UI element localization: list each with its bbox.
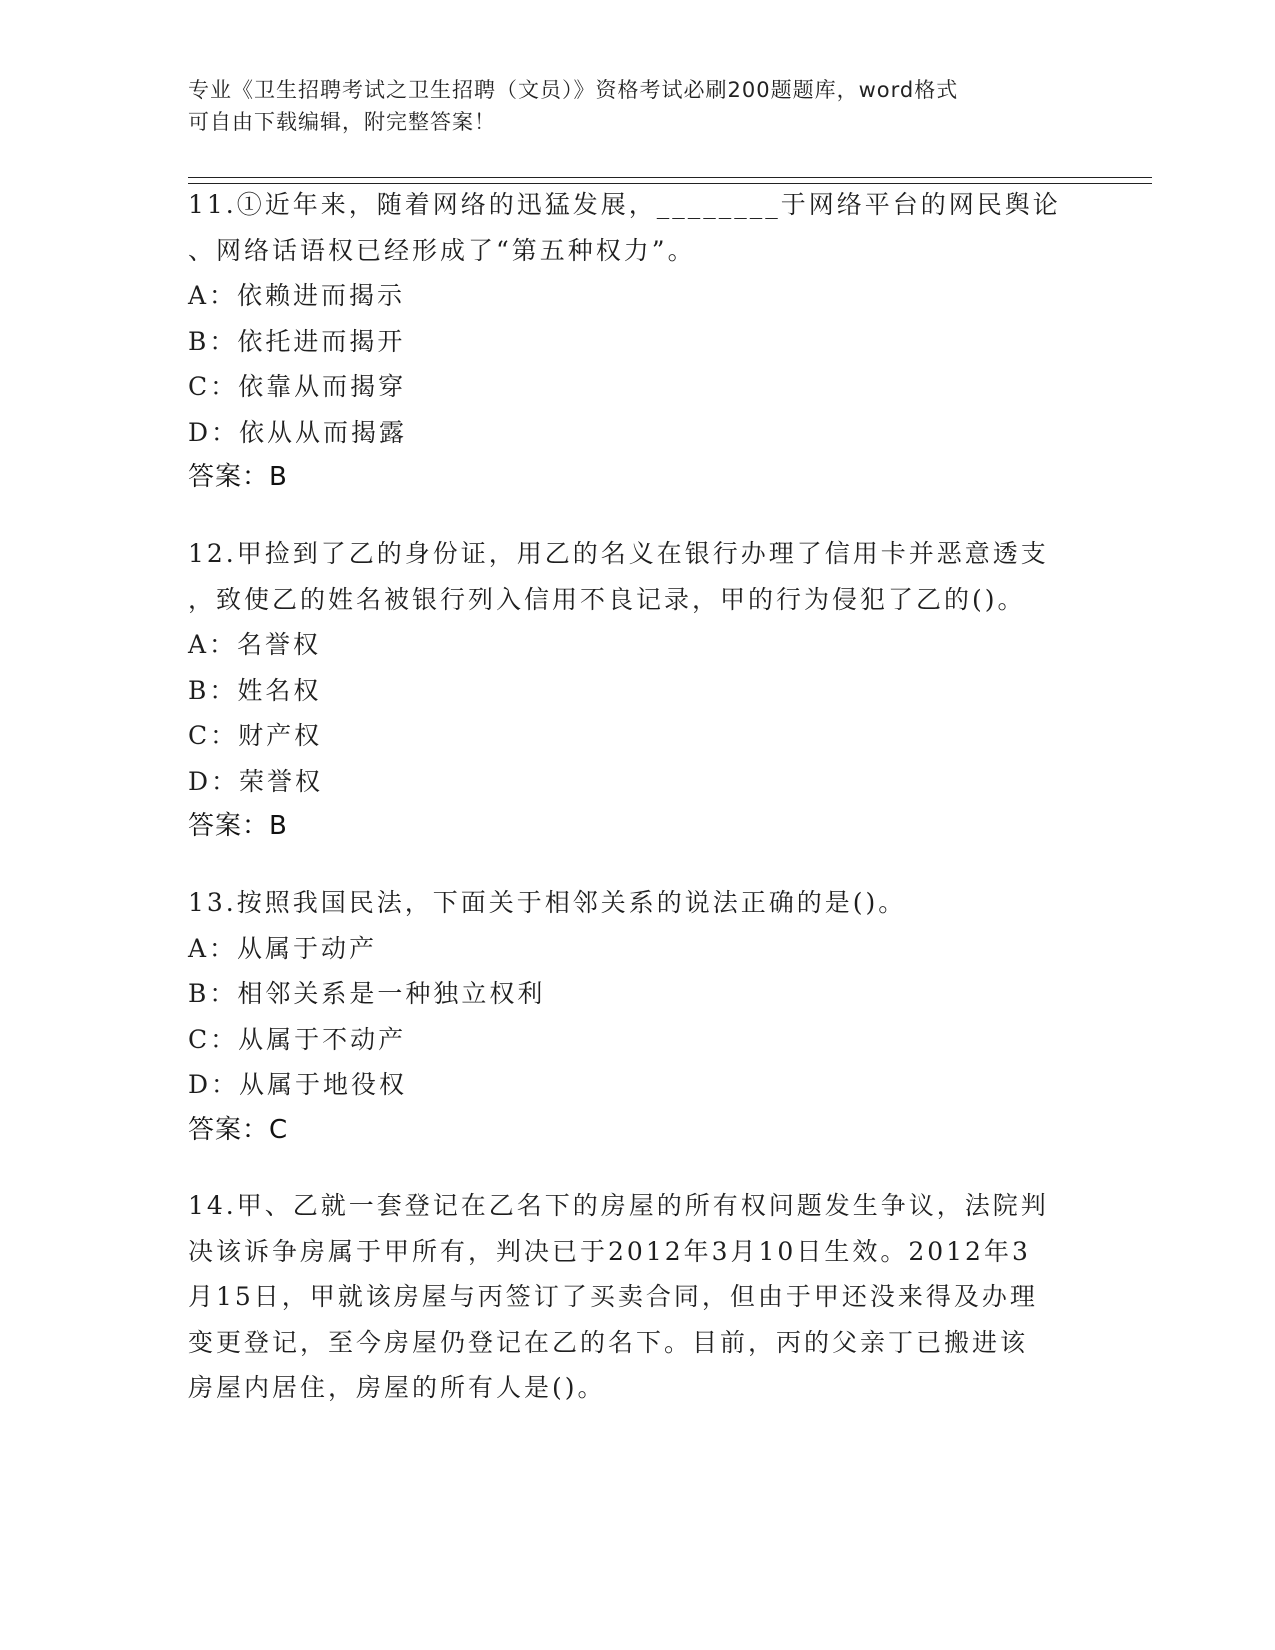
header-line-1: 专业《卫生招聘考试之卫生招聘（文员）》资格考试必刷200题题库，word格式 xyxy=(188,78,959,102)
option-b: B：姓名权 xyxy=(188,675,322,705)
question-stem-line: 决该诉争房属于甲所有，判决已于2012年3月10日生效。2012年3 xyxy=(188,1236,1031,1266)
option-b: B：相邻关系是一种独立权利 xyxy=(188,979,546,1008)
option-a: A：名誉权 xyxy=(188,630,322,659)
question-stem-line: 13.按照我国民法，下面关于相邻关系的说法正确的是()。 xyxy=(188,888,907,917)
option-c: C：财产权 xyxy=(188,721,323,750)
question-12 xyxy=(188,531,1088,850)
question-11 xyxy=(188,182,1088,501)
question-14 xyxy=(188,1183,1088,1411)
option-d: D：从属于地役权 xyxy=(188,1070,408,1099)
question-stem-line: 月15日，甲就该房屋与丙签订了买卖合同，但由于甲还没来得及办理 xyxy=(188,1282,1038,1311)
answer-text: 答案：B xyxy=(188,462,288,492)
question-stem-line: 14.甲、乙就一套登记在乙名下的房屋的所有权问题发生争议，法院判 xyxy=(188,1191,1049,1220)
header-line-2: 可自由下载编辑，附完整答案！ xyxy=(188,110,496,134)
option-a: A：从属于动产 xyxy=(188,933,378,963)
question-stem-line: 12.甲捡到了乙的身份证，用乙的名义在银行办理了信用卡并恶意透支 xyxy=(188,539,1049,568)
question-stem-line: 11.①近年来，随着网络的迅猛发展，________于网络平台的网民舆论 xyxy=(188,190,1061,219)
option-c: C：依靠从而揭穿 xyxy=(188,372,407,401)
header-rule-top xyxy=(188,177,1152,178)
option-a: A：依赖进而揭示 xyxy=(188,281,406,310)
option-c: C：从属于不动产 xyxy=(188,1024,407,1054)
document-header xyxy=(188,74,1068,138)
question-stem-line: 变更登记，至今房屋仍登记在乙的名下。目前，丙的父亲丁已搬进该 xyxy=(188,1327,1029,1357)
question-13 xyxy=(188,880,1088,1153)
answer-text: 答案：B xyxy=(188,811,288,841)
option-d: D：依从从而揭露 xyxy=(188,417,408,447)
question-stem-line: ，致使乙的姓名被银行列入信用不良记录，甲的行为侵犯了乙的()。 xyxy=(188,584,1026,614)
option-b: B：依托进而揭开 xyxy=(188,326,406,356)
question-stem-line: 、网络话语权已经形成了“第五种权力”。 xyxy=(188,235,696,265)
answer-text: 答案：C xyxy=(188,1114,289,1145)
option-d: D：荣誉权 xyxy=(188,766,324,796)
question-stem-line: 房屋内居住，房屋的所有人是()。 xyxy=(188,1373,606,1402)
